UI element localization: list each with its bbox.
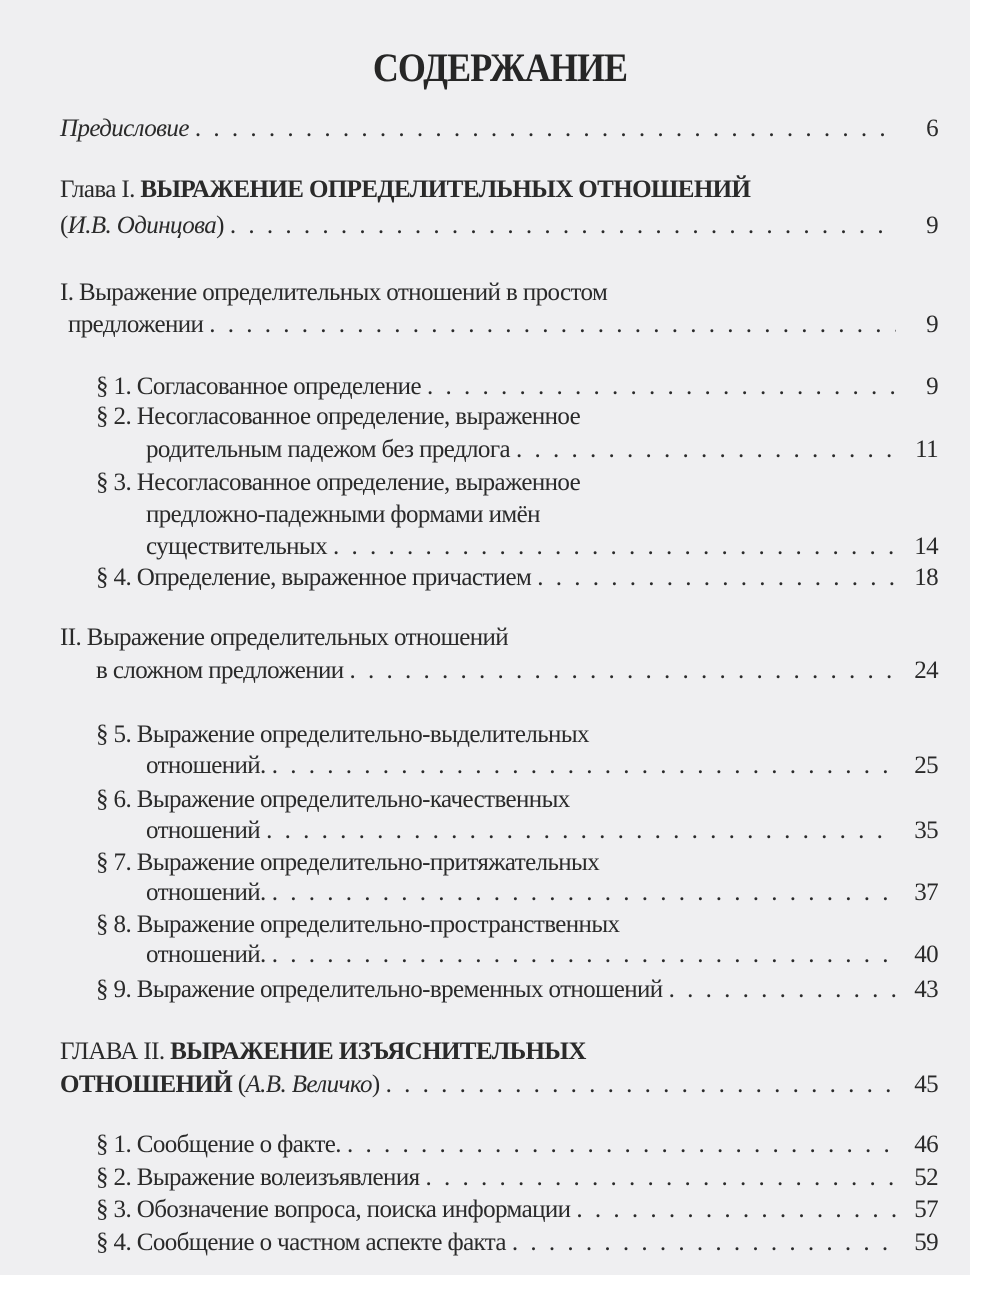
toc-section: § 2. Выражение волеизъявления . . . 52 <box>96 1162 938 1194</box>
toc-chapter-2-title: ГЛАВА II. ВЫРАЖЕНИЕ ИЗЪЯСНИТЕЛЬНЫХ <box>60 1038 586 1065</box>
toc-entry-preface: Предисловие . . . 6 <box>60 113 938 145</box>
toc-part-2-cont: в сложном предложении . . . 24 <box>96 655 938 687</box>
toc-section: § 4. Определение, выраженное причастием . . . 18 <box>96 562 938 594</box>
toc-section: § 1. Согласованное определение . . . 9 <box>96 371 938 403</box>
toc-chapter-1-title: Глава I. ВЫРАЖЕНИЕ ОПРЕДЕЛИТЕЛЬНЫХ ОТНОШЕНИЙ <box>60 176 751 203</box>
toc-section: § 9. Выражение определительно-временных отношений . . . 43 <box>96 974 938 1006</box>
toc-section: § 7. Выражение определительно-притяжательных <box>96 849 600 876</box>
book-page: СОДЕРЖАНИЕ Предисловие . . . 6 Глава I. ВЫРАЖЕНИЕ ОПРЕДЕЛИТЕЛЬНЫХ ОТНОШЕНИЙ (И.В. Одинцова) . . . 9 I. Выражение определительных отношений в простом предложении . . . 9 § 1. Согласованное определение . . . 9 § 2. Несогласованное определение, выраженное родительным падежом без предлога . . . 11 § 3. Несогласованное определение, выраженное предложно-падежными формами имён существительных . . . 14 § 4. Определение, выраженное причастием . . . 18 II. Выражение определительных отношений в сложном предложении . . . 24 § 5. Выражение определительно-выделительных отношений. . . . 25 § 6. Выражение определительно-качественных отношений . . . 35 § 7. Выражение определительно-притяжательных отношений. . . . 37 § 8. Выражение определительно-пространственных отношений. . . . 40 § 9. Выражение определительно-временных отношений . . . 43 ГЛАВА II. ВЫРАЖЕНИЕ ИЗЪЯСНИТЕЛЬНЫХ ОТНОШЕНИЙ (А.В. Величко) . . . 45 § 1. Сообщение о факте. . . . 46 § 2. Выражение волеизъявления . . . 52 § 3. Обозначение вопроса, поиска информации . . . 57 § 4. Сообщение о частном аспекте факта . . . 59 <box>0 0 970 1275</box>
toc-section: § 2. Несогласованное определение, выраженное <box>96 403 581 430</box>
toc-section: § 4. Сообщение о частном аспекте факта . . . 59 <box>96 1227 938 1259</box>
toc-chapter-2-author: ОТНОШЕНИЙ (А.В. Величко) . . . 45 <box>60 1069 938 1101</box>
toc-section: § 6. Выражение определительно-качественных <box>96 786 570 813</box>
toc-section: § 5. Выражение определительно-выделительных <box>96 721 589 748</box>
toc-part-1: I. Выражение определительных отношений в простом <box>60 279 608 306</box>
toc-chapter-1-author: (И.В. Одинцова) . . . 9 <box>60 210 938 242</box>
page-number: 9 <box>926 212 938 239</box>
page-title: СОДЕРЖАНИЕ <box>372 45 628 90</box>
toc-part-1-cont: предложении . . . 9 <box>68 309 938 341</box>
toc-section: § 8. Выражение определительно-пространственных <box>96 911 620 938</box>
toc-part-2: II. Выражение определительных отношений <box>60 624 509 651</box>
leader-dots <box>195 113 896 145</box>
toc-section: § 3. Несогласованное определение, выраженное <box>96 469 581 496</box>
toc-section: § 1. Сообщение о факте. . . . 46 <box>96 1129 938 1161</box>
toc-section: § 3. Обозначение вопроса, поиска информации . . . 57 <box>96 1194 938 1226</box>
page-number: 6 <box>926 115 938 142</box>
